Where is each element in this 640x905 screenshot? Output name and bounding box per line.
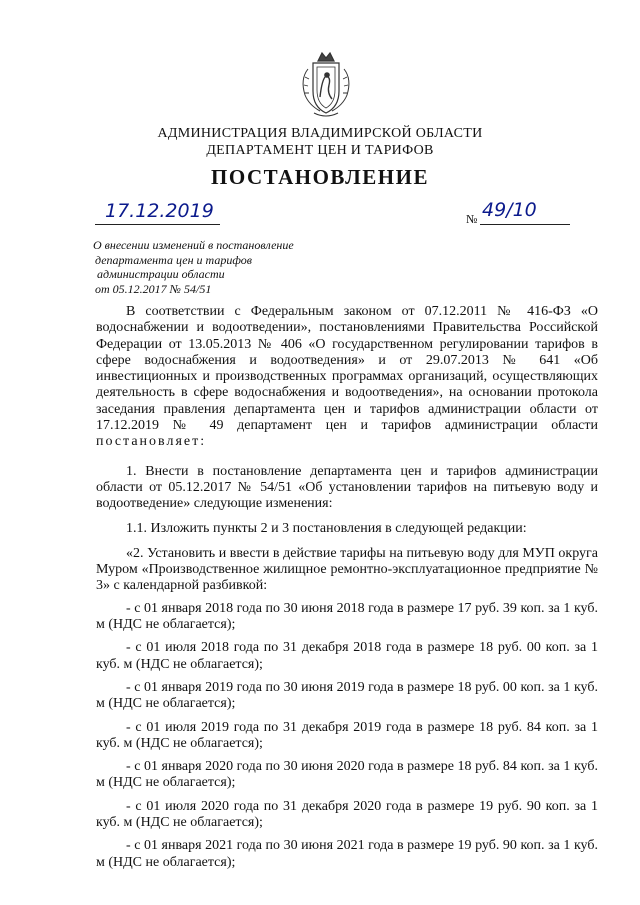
reference-line: О внесении изменений в постановление xyxy=(93,238,294,252)
reference-subject xyxy=(93,238,294,296)
reference-line: департамента цен и тарифов xyxy=(95,252,252,267)
tariff-rate-item: - с 01 июля 2019 года по 31 декабря 2019 года в размере 18 руб. 84 коп. за 1 куб. м (НДС не облагается); xyxy=(96,719,598,751)
coat-of-arms-emblem xyxy=(296,49,356,119)
tariff-rate-item: - с 01 июля 2020 года по 31 декабря 2020 года в размере 19 руб. 90 коп. за 1 куб. м (НДС не облагается); xyxy=(96,798,598,831)
department-name: ДЕПАРТАМЕНТ ЦЕН И ТАРИФОВ xyxy=(206,143,434,158)
document-title: ПОСТАНОВЛЕНИЕ xyxy=(211,165,429,189)
item-1-paragraph: 1. Внести в постановление департамента цен и тарифов администрации области от 05.12.2017 № 54/51 «Об установлении тарифов на питьевую воду и водоотведение» следующие изменения: xyxy=(96,463,598,512)
decree-word: постановляет xyxy=(96,434,201,450)
handwritten-date: 17.12.2019 xyxy=(105,200,214,222)
number-label: № xyxy=(466,212,478,226)
preamble-paragraph: В соответствии с Федеральным законом от 07.12.2011 № 416-ФЗ «О водоснабжении и водоотведении», постановлениями Правительства Российской Федерации от 13.05.2013 № 406 «О государственном регулировании тарифов в сфере водоснабжения и водоотведения» и от 29.07.2013 № 641 «Об инвестиционных и производственных программах организаций, осуществляющих деятельность в сфере водоснабжения и водоотведения», на основании протокола заседания правления департамента цен и тарифов администрации области от 17.12.2019 № 49 департамент цен и тарифов администрации области постановляет: xyxy=(96,304,598,450)
reference-line: администрации области xyxy=(97,267,225,281)
handwritten-number: 49/10 xyxy=(482,199,537,221)
number-underline xyxy=(480,224,570,225)
organization-name: АДМИНИСТРАЦИЯ ВЛАДИМИРСКОЙ ОБЛАСТИ xyxy=(157,126,483,141)
item-2-paragraph: «2. Установить и ввести в действие тарифы на питьевую воду для МУП округа Муром «Производственное жилищное ремонтно-эксплуатационное предприятие № 3» с календарной разбивкой: xyxy=(96,545,598,594)
preamble-text: В соответствии с Федеральным законом от 07.12.2011 № 416-ФЗ «О водоснабжении и водоотведении», постановлениями Правительства Российской Федерации от 13.05.2013 № 406 «О государственном регулировании тарифов в сфере водоснабжения и водоотведения» и от 29.07.2013 № 641 «Об инвестиционных и производственных программах организаций, осуществляющих деятельность в сфере водоснабжения и водоотведения», на основании протокола заседания правления департамента цен и тарифов администрации области от 17.12.2019 № 49 департамент цен и тарифов администрации области xyxy=(96,304,598,434)
tariff-rate-item: - с 01 января 2020 года по 30 июня 2020 года в размере 18 руб. 84 коп. за 1 куб. м (НДС не облагается); xyxy=(96,759,598,791)
date-underline xyxy=(95,224,220,225)
document-body xyxy=(96,304,598,878)
tariff-rate-item: - с 01 июля 2018 года по 31 декабря 2018 года в размере 18 руб. 00 коп. за 1 куб. м (НДС не облагается); xyxy=(96,640,598,672)
reference-line: от 05.12.2017 № 54/51 xyxy=(95,281,212,296)
tariff-rate-item: - с 01 января 2021 года по 30 июня 2021 года в размере 19 руб. 90 коп. за 1 куб. м (НДС не облагается); xyxy=(96,838,598,870)
tariff-rate-item: - с 01 января 2018 года по 30 июня 2018 года в размере 17 руб. 39 коп. за 1 куб. м (НДС не облагается); xyxy=(96,600,598,633)
item-1-1-paragraph: 1.1. Изложить пункты 2 и 3 постановления в следующей редакции: xyxy=(126,520,527,536)
tariff-rate-item: - с 01 января 2019 года по 30 июня 2019 года в размере 18 руб. 00 коп. за 1 куб. м (НДС не облагается); xyxy=(96,679,598,712)
